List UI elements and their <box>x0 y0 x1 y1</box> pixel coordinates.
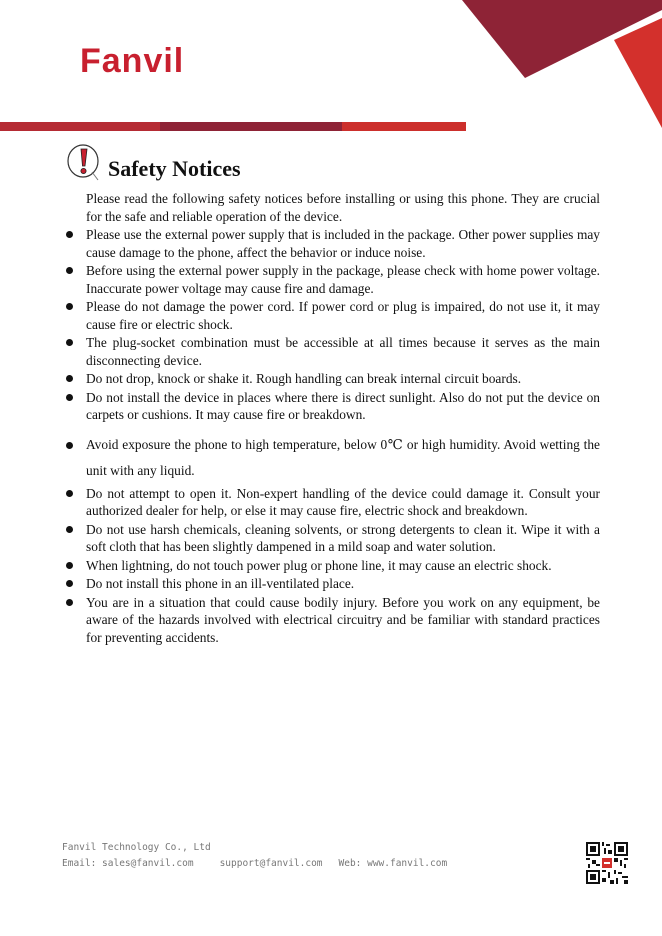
list-item: Please use the external power supply that is included in the package. Other power supplies may cause damage to the phone, affect the behavior or induce noise. <box>66 226 600 261</box>
footer-company: Fanvil Technology Co., Ltd <box>62 842 211 853</box>
list-item: You are in a situation that could cause bodily injury. Before you work on any equipment, be aware of the hazards involved with electrical circuitry and be familiar with standard practices for preventing accidents. <box>66 594 600 647</box>
footer-contacts <box>62 856 447 872</box>
list-item: The plug-socket combination must be accessible at all times because it serves as the main disconnecting device. <box>66 334 600 369</box>
fanvil-logo <box>80 42 190 78</box>
list-item: Before using the external power supply in the package, please check with home power voltage. Inaccurate power voltage may cause fire and damage. <box>66 262 600 297</box>
bullet-icon <box>66 375 73 382</box>
bullet-icon <box>66 599 73 606</box>
bullet-icon <box>66 339 73 346</box>
bullet-icon <box>66 526 73 533</box>
warning-exclamation-icon <box>66 142 102 182</box>
list-item: Do not install this phone in an ill-ventilated place. <box>66 575 600 593</box>
header-divider-segment-1 <box>0 122 160 131</box>
list-item: When lightning, do not touch power plug or phone line, it may cause an electric shock. <box>66 557 600 575</box>
bullet-icon <box>66 562 73 569</box>
bullet-icon <box>66 231 73 238</box>
bullet-icon <box>66 267 73 274</box>
section-heading <box>66 142 606 186</box>
list-item: Please do not damage the power cord. If power cord or plug is impaired, do not use it, it may cause fire or electric shock. <box>66 298 600 333</box>
logo-text: Fanvil <box>80 42 185 80</box>
list-item: Avoid exposure the phone to high temperature, below 0℃ or high humidity. Avoid wetting the unit with any liquid. <box>66 432 600 484</box>
bullet-icon <box>66 394 73 401</box>
bullet-icon <box>66 490 73 497</box>
list-item: Do not attempt to open it. Non-expert handling of the device could damage it. Consult your authorized dealer for help, or else it may cause fire, electric shock and breakdown. <box>66 485 600 520</box>
footer-support: support@fanvil.com <box>219 858 323 869</box>
intro-paragraph: Please read the following safety notices before installing or using this phone. They are crucial for the safe and reliable operation of the device. <box>86 191 600 224</box>
bullet-icon <box>66 303 73 310</box>
list-item: Do not install the device in places where there is direct sunlight. Also do not put the device on carpets or cushions. It may cause fire or breakdown. <box>66 389 600 424</box>
bullet-icon <box>66 580 73 587</box>
qr-code-icon <box>586 842 628 884</box>
header-divider-segment-2 <box>160 122 342 131</box>
header-divider-segment-3 <box>342 122 466 131</box>
page-footer <box>62 840 447 872</box>
list-item: Do not drop, knock or shake it. Rough handling can break internal circuit boards. <box>66 370 600 388</box>
page-title: Safety Notices <box>108 156 241 181</box>
safety-notices-body <box>66 190 600 647</box>
footer-email: Email: sales@fanvil.com <box>62 858 194 869</box>
safety-list <box>66 226 600 646</box>
bullet-icon <box>66 442 73 449</box>
list-item: Do not use harsh chemicals, cleaning solvents, or strong detergents to clean it. Wipe it with a soft cloth that has been slightly dampened in a mild soap and water solution. <box>66 521 600 556</box>
footer-web: Web: www.fanvil.com <box>338 858 448 869</box>
